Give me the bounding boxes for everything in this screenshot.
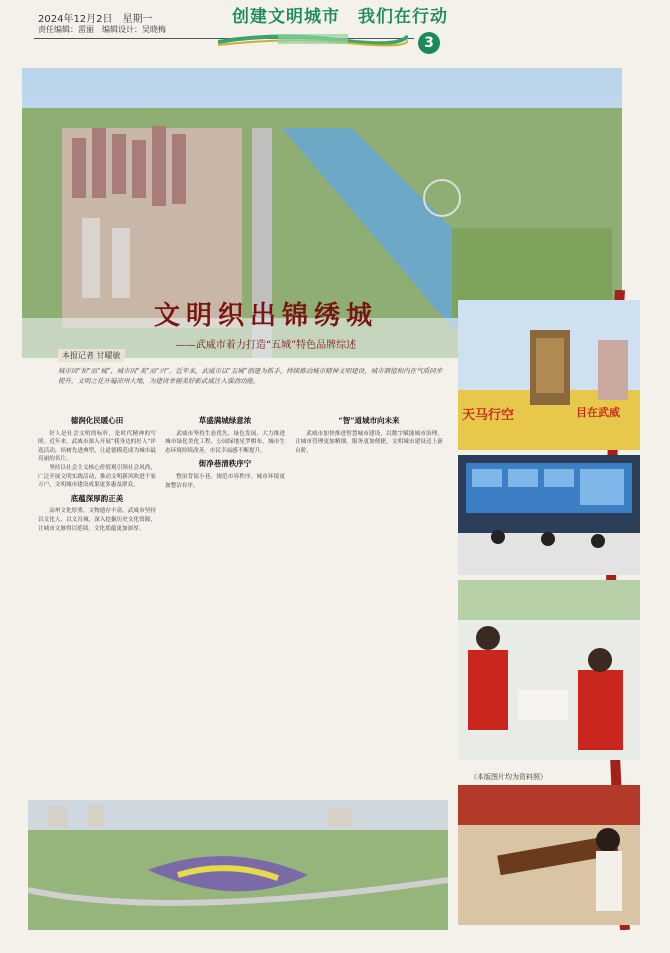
article-title-block — [96, 295, 436, 351]
editors-line: 责任编辑：雷丽 编辑设计：吴晓梅 — [38, 25, 166, 34]
paragraph: 整治背街小巷，规范市容秩序，城市环境更加整洁有序。 — [165, 473, 285, 489]
paragraph: 武威市加快推进智慧城市建设，以数字赋能城市治理，让城市管理更加精细、服务更加便捷，文明城市建设迈上新台阶。 — [295, 430, 443, 454]
text-column-1 — [38, 412, 156, 792]
landmark-sign-left: 天马行空 — [462, 408, 515, 423]
landmark-sign-right: 目在武威 — [576, 406, 620, 419]
issue-date: 2024年12月2日 星期一 — [38, 14, 153, 25]
reporter-byline: 本报记者 甘曜敏 — [58, 349, 125, 362]
page-number: 3 — [418, 32, 440, 54]
text-column-2 — [165, 412, 285, 792]
paragraph: 武威市坚持生态优先、绿色发展，大力推进城市绿化美化工程，公园绿地星罗棋布，城市生态环境持续改善，市民幸福感不断提升。 — [165, 430, 285, 454]
section-heading: 德润化民暖心田 — [70, 416, 124, 425]
paragraph: 好人是社会文明的标杆，是时代精神的写照。近年来，武威市深入开展“我身边的好人”评选活动，培树先进典型，让道德模范成为城市最亮丽的名片。 — [38, 430, 156, 463]
guzheng-photo — [458, 785, 640, 925]
article-intro: 城市因“和”而“城”，城市因“美”而“兴”。近年来，武威市以“五城”创建为抓手，持续推动城市精神文明建设，城市颜值和内在气质同步提升，文明之花开遍凉州大地，为建设幸福美好新武威注入强劲动能。 — [58, 367, 443, 385]
article-subtitle: ——武威市着力打造“五城”特色品牌综述 — [175, 340, 357, 351]
landmark-photo — [458, 300, 640, 450]
paragraph: 坚持以社会主义核心价值观引领社会风尚，广泛开展文明实践活动，推动文明新风吹进千家万户，文明城市建设成果更多惠及群众。 — [38, 464, 156, 489]
park-aerial-photo — [28, 800, 448, 930]
section-heading: 底蕴深厚韵正美 — [70, 493, 124, 503]
section-heading: “智”道城市向未来 — [338, 416, 400, 425]
control-center-photo — [458, 455, 640, 575]
column-slogan: 创建文明城市 我们在行动 — [232, 7, 448, 27]
text-column-3 — [295, 412, 443, 772]
ribbon-graphic — [218, 30, 408, 48]
volunteers-photo — [458, 580, 640, 760]
section-heading: 街净巷清秩序宁 — [198, 459, 252, 469]
article-title: 文明织出锦绣城 — [153, 301, 378, 331]
photo-credit: （本版图片均为资料照） — [470, 773, 547, 781]
paragraph: 凉州文化厚重，文物遗存丰富。武威市坚持以文化人、以文育城，深入挖掘历史文化资源，让城市文脉得以延续，文化底蕴更加深厚。 — [38, 508, 156, 532]
page-header — [0, 0, 670, 64]
section-heading: 草盛满城绿意浓 — [198, 416, 252, 425]
